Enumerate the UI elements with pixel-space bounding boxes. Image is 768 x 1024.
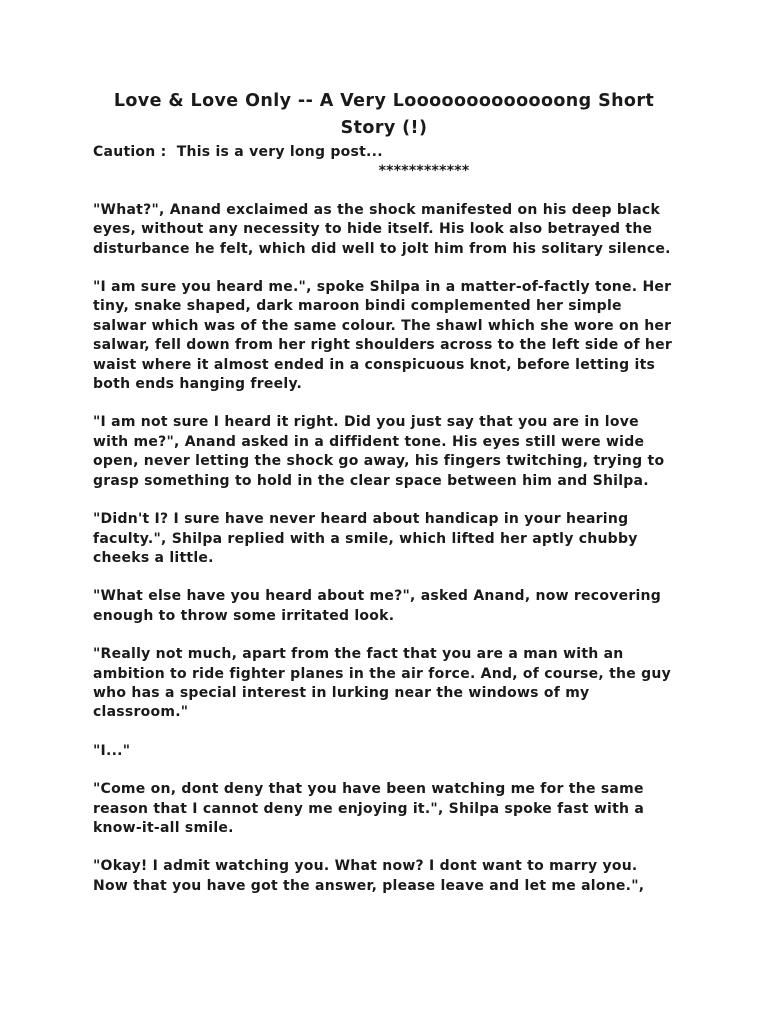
- section-separator: ************: [378, 163, 470, 180]
- caution-note: Caution : This is a very long post...: [93, 144, 383, 160]
- paragraph-7: "I...": [93, 742, 131, 759]
- document-page: [93, 88, 675, 915]
- paragraph-1: "What?", Anand exclaimed as the shock manifested on his deep black eyes, without any necessity to hide itself. His look also betrayed the disturbance he felt, which did well to jolt him from his solitary silence.: [93, 201, 671, 257]
- paragraph-5: "What else have you heard about me?", asked Anand, now recovering enough to throw some irritated look.: [93, 588, 662, 624]
- story-title: Love & Love Only -- A Very Looooooooooooong Short Story (!): [113, 91, 655, 138]
- paragraph-3: "I am not sure I heard it right. Did you just say that you are in love with me?", Anand asked in a diffident tone. His eyes still were wide open, never letting the shock go away, his fingers twitching, trying to grasp something to hold in the clear space between him and Shilpa.: [93, 414, 665, 489]
- paragraph-8: "Come on, dont deny that you have been watching me for the same reason that I cannot deny me enjoying it.", Shilpa spoke fast with a know-it-all smile.: [93, 781, 645, 836]
- paragraph-9: "Okay! I admit watching you. What now? I dont want to marry you. Now that you have got the answer, please leave and let me alone.",: [93, 858, 645, 894]
- paragraph-6: "Really not much, apart from the fact that you are a man with an ambition to ride fighter planes in the air force. And, of course, the guy who has a special interest in lurking near the windows of my classroom.": [93, 646, 671, 721]
- paragraph-4: "Didn't I? I sure have never heard about handicap in your hearing faculty.", Shilpa replied with a smile, which lifted her aptly chubby cheeks a little.: [93, 511, 638, 566]
- paragraph-2: "I am sure you heard me.", spoke Shilpa in a matter-of-factly tone. Her tiny, snake shaped, dark maroon bindi complemented her simple salwar which was of the same colour. The shawl which she wore on her salwar, fell down from her right shoulders across to the left side of her waist where it almost ended in a conspicuous knot, before letting its both ends hanging freely.: [93, 279, 673, 393]
